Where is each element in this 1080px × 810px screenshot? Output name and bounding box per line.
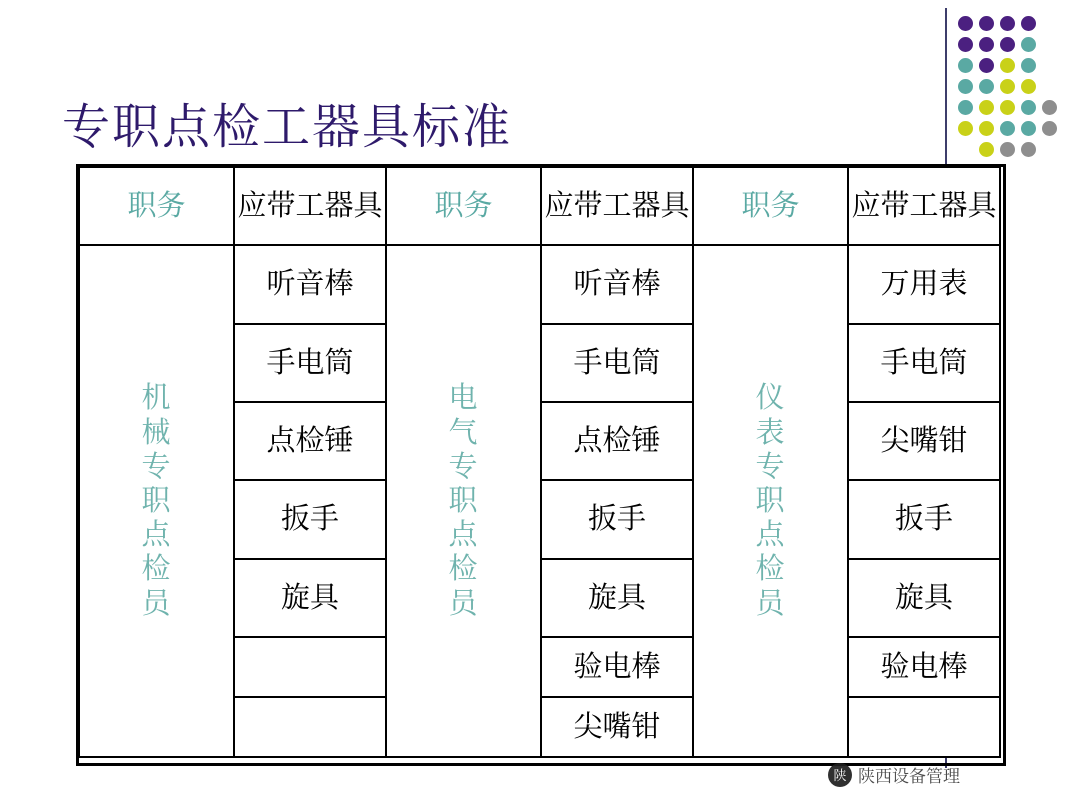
decorative-dot	[1000, 100, 1015, 115]
page-title: 专职点检工器具标准	[62, 101, 513, 154]
decorative-dot	[1042, 121, 1057, 136]
header-role-1: 职务	[79, 167, 234, 245]
decorative-dot	[979, 121, 994, 136]
tool-cell: 万用表	[848, 245, 1000, 323]
decorative-dot	[1000, 121, 1015, 136]
tool-cell: 手电筒	[541, 324, 693, 402]
decorative-dot	[958, 79, 973, 94]
header-tools-1: 应带工器具	[234, 167, 386, 245]
decorative-dot	[1000, 142, 1015, 157]
decorative-dot	[1021, 16, 1036, 31]
tool-cell: 旋具	[541, 559, 693, 637]
decorative-dot	[1000, 58, 1015, 73]
decorative-dot	[979, 79, 994, 94]
decorative-dot	[1000, 79, 1015, 94]
table-header-row	[79, 167, 1000, 245]
tool-cell: 验电棒	[541, 637, 693, 697]
tool-cell: 扳手	[234, 480, 386, 558]
watermark-logo-icon: 陕	[828, 763, 852, 787]
decorative-dot	[958, 58, 973, 73]
decorative-dot	[958, 121, 973, 136]
tool-cell: 手电筒	[848, 324, 1000, 402]
header-role-2: 职务	[386, 167, 541, 245]
tool-cell-empty	[848, 697, 1000, 757]
tool-cell: 点检锤	[541, 402, 693, 480]
role-cell-instrument: 仪 表 专 职 点 检 员	[693, 245, 848, 757]
header-role-3: 职务	[693, 167, 848, 245]
watermark	[828, 762, 960, 787]
tool-cell: 听音棒	[234, 245, 386, 323]
header-tools-3: 应带工器具	[848, 167, 1000, 245]
tool-cell: 旋具	[848, 559, 1000, 637]
decorative-dot	[1000, 37, 1015, 52]
tool-cell: 扳手	[848, 480, 1000, 558]
decorative-dot	[1021, 100, 1036, 115]
role-cell-electrical: 电 气 专 职 点 检 员	[386, 245, 541, 757]
tool-cell-empty	[234, 637, 386, 697]
decorative-dot	[979, 16, 994, 31]
tool-cell: 扳手	[541, 480, 693, 558]
tool-cell: 旋具	[234, 559, 386, 637]
tool-cell: 点检锤	[234, 402, 386, 480]
decorative-dot	[958, 37, 973, 52]
decorative-dot	[958, 100, 973, 115]
decorative-dot	[979, 58, 994, 73]
tool-cell: 手电筒	[234, 324, 386, 402]
decorative-dot	[979, 142, 994, 157]
tool-cell: 尖嘴钳	[848, 402, 1000, 480]
decorative-dot	[979, 100, 994, 115]
decorative-dot	[958, 16, 973, 31]
decorative-dot	[979, 37, 994, 52]
decorative-dot	[1021, 121, 1036, 136]
decorative-dot	[1021, 79, 1036, 94]
table-row	[79, 245, 1000, 323]
decorative-dot	[1021, 37, 1036, 52]
decorative-dot	[1042, 100, 1057, 115]
tool-cell: 听音棒	[541, 245, 693, 323]
decorative-dot	[1021, 58, 1036, 73]
role-cell-mechanical: 机 械 专 职 点 检 员	[79, 245, 234, 757]
tool-cell: 验电棒	[848, 637, 1000, 697]
tool-cell: 尖嘴钳	[541, 697, 693, 757]
header-tools-2: 应带工器具	[541, 167, 693, 245]
tools-standard-table	[78, 166, 1001, 758]
decorative-dot	[1000, 16, 1015, 31]
watermark-label: 陕西设备管理	[858, 767, 960, 786]
tool-cell-empty	[234, 697, 386, 757]
decorative-dot-grid	[958, 16, 1068, 166]
decorative-dot	[1021, 142, 1036, 157]
